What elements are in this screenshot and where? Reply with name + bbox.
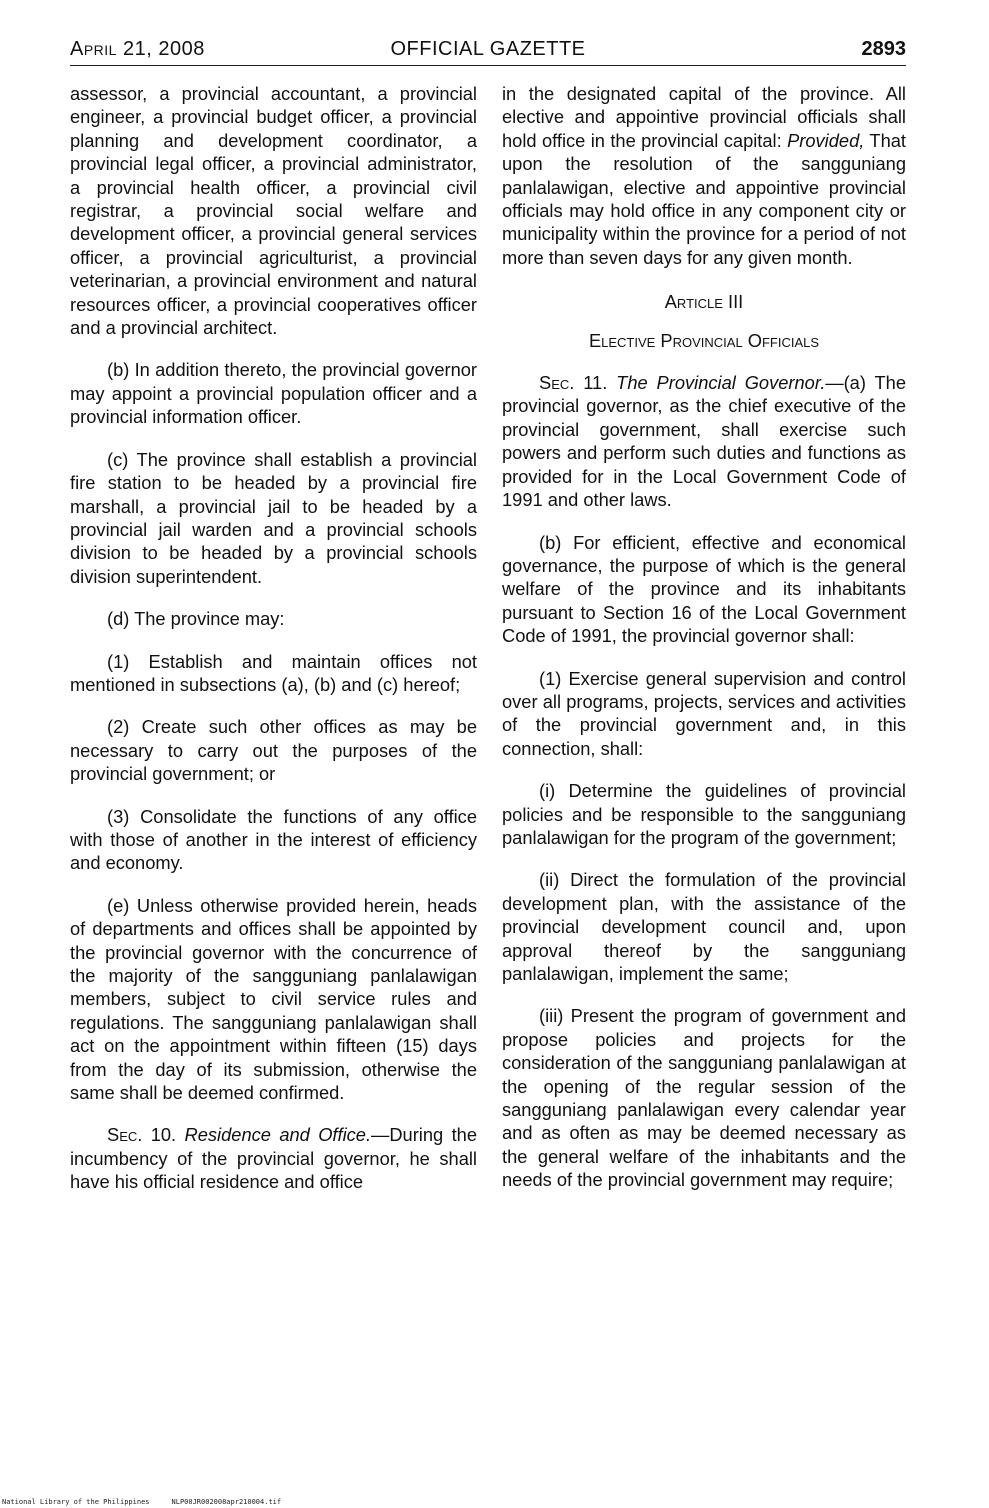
scan-footer bbox=[2, 1498, 281, 1506]
paragraph-text: in the designated capital of the province. All elective and appointive provincial officials shall hold office in the provincial capital: bbox=[502, 83, 906, 151]
paragraph: (i) Determine the guidelines of provincial policies and be responsible to the sangguniang panlalawigan for the program of the government; bbox=[502, 780, 906, 848]
paragraph: (b) In addition thereto, the provincial governor may appoint a provincial population officer and a provincial information officer. bbox=[70, 359, 477, 428]
left-column bbox=[70, 82, 477, 1194]
page-header bbox=[70, 38, 906, 68]
section-text: —During the incumbency of the provincial governor, he shall have his official residence and office bbox=[70, 1124, 477, 1193]
section-11 bbox=[502, 371, 906, 511]
paragraph: (3) Consolidate the functions of any office with those of another in the interest of efficiency and economy. bbox=[70, 805, 477, 874]
paragraph: (b) For efficient, effective and economical governance, the purpose of which is the general welfare of the province and its inhabitants pursuant to Section 16 of the Local Government Code of 1991, the provincial governor shall: bbox=[502, 531, 906, 647]
paragraph-text: That upon the resolution of the sangguniang panlalawigan, elective and appointive provincial officials may hold office in any component city or municipality within the province for a period of not more than seven days for any given month. bbox=[502, 129, 906, 268]
footer-library: National Library of the Philippines bbox=[2, 1498, 150, 1506]
paragraph: (ii) Direct the formulation of the provincial development plan, with the assistance of the provincial development council and, upon approval thereof by the sangguniang panlalawigan, implement the same; bbox=[502, 869, 906, 984]
section-label: Sec. 11. bbox=[539, 372, 608, 394]
section-title: Residence and Office. bbox=[184, 1124, 372, 1146]
section-title: The Provincial Governor. bbox=[616, 372, 826, 394]
footer-file: NLP00JR002008apr210004.tif bbox=[171, 1498, 282, 1506]
proviso-italic: Provided, bbox=[787, 129, 865, 151]
header-rule bbox=[70, 65, 906, 66]
paragraph: (iii) Present the program of government and propose policies and projects for the consideration of the sangguniang panlalawigan at the opening of the regular session of the sangguniang panlalawigan every calendar year and as often as may be deemed necessary as the general welfare of the inhabitants and the needs of the provincial government may require; bbox=[502, 1005, 906, 1191]
paragraph: (1) Exercise general supervision and control over all programs, projects, services and activities of the provincial government and, in this connection, shall: bbox=[502, 667, 906, 759]
paragraph: (2) Create such other offices as may be necessary to carry out the purposes of the provincial government; or bbox=[70, 716, 477, 785]
paragraph: (d) The province may: bbox=[107, 608, 285, 630]
article-subheading: Elective Provincial Officials bbox=[588, 329, 820, 351]
paragraph: assessor, a provincial accountant, a provincial engineer, a provincial budget officer, a provincial planning and development coordinator, a provincial legal officer, a provincial administrator, a provincial health officer, a provincial civil registrar, a provincial social welfare and development officer, a provincial general services officer, a provincial agriculturist, a provincial veterinarian, a provincial environment and natural resources officer, a provincial cooperatives officer and a provincial architect. bbox=[70, 83, 477, 339]
header-title: OFFICIAL GAZETTE bbox=[390, 38, 586, 60]
header-date: April 21, 2008 bbox=[70, 38, 205, 60]
article-heading: Article III bbox=[664, 291, 744, 313]
paragraph bbox=[502, 82, 906, 269]
paragraph: (1) Establish and maintain offices not mentioned in subsections (a), (b) and (c) hereof; bbox=[70, 650, 477, 695]
paragraph: (c) The province shall establish a provincial fire station to be headed by a provincial fire marshall, a provincial jail to be headed by a provincial jail warden and a provincial schools division to be headed by a provincial schools division superintendent. bbox=[70, 448, 477, 587]
section-label: Sec. 10. bbox=[107, 1124, 177, 1146]
section-text: —(a) The provincial governor, as the chief executive of the provincial government, shall exercise such powers and perform such duties and functions as provided for in the Local Government Code of 1991 and other laws. bbox=[502, 372, 906, 511]
right-column bbox=[502, 82, 906, 1192]
header-page-number: 2893 bbox=[861, 38, 906, 60]
paragraph: (e) Unless otherwise provided herein, heads of departments and offices shall be appointed by the provincial governor with the concurrence of the majority of the sangguniang panlalawigan members, subject to civil service rules and regulations. The sangguniang panlalawigan shall act on the appointment within fifteen (15) days from the day of its submission, otherwise the same shall be deemed confirmed. bbox=[70, 894, 477, 1104]
section-10 bbox=[70, 1123, 477, 1193]
